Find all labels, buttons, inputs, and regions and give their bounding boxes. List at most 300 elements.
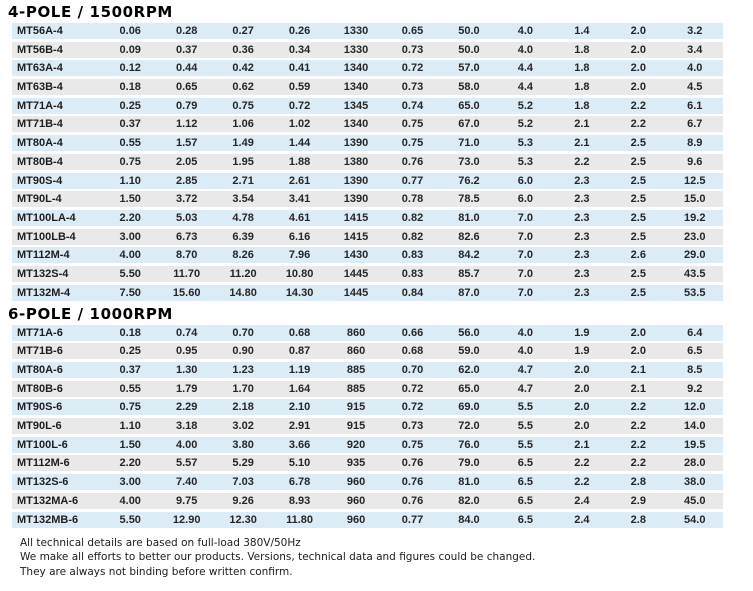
spec-value: 1.12 [175, 118, 198, 131]
spec-value: 0.44 [175, 62, 198, 75]
spec-value: 8.26 [232, 249, 254, 262]
spec-value: 58.0 [458, 81, 480, 94]
spec-value: 2.2 [630, 118, 646, 131]
model-name: MT56B-4 [17, 43, 63, 56]
spec-value: 11.20 [229, 267, 257, 280]
spec-value: 2.29 [175, 401, 198, 414]
spec-value: 4.00 [119, 249, 141, 262]
spec-value: 2.20 [119, 211, 141, 224]
spec-value: 0.77 [401, 174, 424, 187]
model-name: MT100LB-4 [17, 230, 76, 243]
spec-value: 72.0 [458, 420, 480, 433]
spec-value: 0.37 [175, 43, 198, 56]
table-row [12, 362, 723, 378]
table-row [12, 474, 723, 490]
spec-value: 4.0 [517, 345, 534, 358]
spec-value: 0.83 [401, 267, 424, 280]
spec-value: 0.65 [175, 81, 198, 94]
spec-value: 0.90 [232, 345, 254, 358]
spec-value: 4.7 [517, 364, 534, 376]
table-row [12, 23, 723, 39]
spec-value: 935 [346, 457, 366, 470]
spec-value: 0.82 [401, 230, 424, 243]
spec-value: 2.8 [630, 513, 646, 526]
spec-value: 0.28 [175, 25, 198, 37]
spec-value: 1430 [343, 249, 369, 262]
model-name: MT71B-6 [17, 345, 63, 358]
table-row [12, 512, 723, 528]
model-name: MT71B-4 [17, 118, 63, 131]
spec-table [12, 23, 723, 301]
spec-value: 79.0 [458, 457, 480, 470]
table-row [12, 455, 723, 471]
spec-value: 1330 [343, 25, 369, 37]
spec-value: 960 [346, 494, 366, 507]
spec-value: 2.91 [288, 420, 311, 433]
spec-value: 1.4 [574, 25, 590, 37]
spec-value: 2.0 [574, 401, 590, 414]
footnote-line-2: We make all efforts to better our products. Versions, technical data and figures could be changed. [20, 551, 536, 563]
spec-value: 6.5 [517, 457, 534, 470]
spec-value: 2.2 [630, 438, 646, 451]
table-row [12, 173, 723, 189]
spec-value: 1340 [343, 118, 369, 131]
spec-value: 14.30 [285, 286, 314, 299]
spec-value: 9.2 [687, 382, 703, 395]
spec-value: 0.75 [401, 137, 424, 150]
spec-value: 915 [346, 401, 366, 414]
spec-value: 885 [346, 382, 366, 395]
spec-value: 0.76 [401, 494, 424, 507]
spec-value: 5.03 [175, 211, 198, 224]
spec-value: 1.49 [232, 137, 254, 150]
spec-value: 6.5 [517, 513, 534, 526]
spec-value: 1.9 [574, 326, 590, 339]
spec-value: 38.0 [684, 476, 706, 489]
spec-value: 2.0 [630, 25, 646, 37]
spec-value: 8.9 [687, 137, 703, 150]
spec-value: 1.50 [119, 438, 141, 451]
spec-value: 1.64 [288, 382, 311, 395]
spec-value: 6.5 [517, 476, 534, 489]
spec-value: 14.0 [684, 420, 706, 433]
spec-value: 6.4 [687, 326, 703, 339]
spec-value: 2.05 [175, 155, 198, 168]
spec-value: 0.72 [288, 99, 311, 112]
model-name: MT132MB-6 [17, 513, 79, 526]
spec-value: 1.44 [288, 137, 311, 150]
spec-value: 0.75 [401, 438, 424, 451]
spec-value: 57.0 [458, 62, 480, 75]
spec-value: 2.9 [630, 494, 646, 507]
spec-value: 2.0 [574, 382, 590, 395]
model-name: MT112M-4 [17, 249, 70, 262]
spec-value: 0.75 [119, 401, 141, 414]
table-row [12, 399, 723, 415]
spec-value: 3.4 [687, 43, 703, 56]
spec-value: 5.50 [119, 267, 141, 280]
spec-value: 23.0 [684, 230, 706, 243]
spec-value: 2.0 [630, 43, 646, 56]
spec-value: 2.5 [630, 137, 646, 150]
model-name: MT80B-6 [17, 382, 63, 395]
spec-value: 53.5 [684, 286, 706, 299]
spec-value: 0.95 [175, 345, 198, 358]
spec-value: 2.0 [630, 81, 646, 94]
spec-value: 0.59 [288, 81, 311, 94]
spec-value: 2.2 [574, 155, 590, 168]
model-name: MT132S-4 [17, 267, 69, 280]
spec-value: 2.5 [630, 211, 646, 224]
spec-value: 15.0 [684, 193, 706, 206]
spec-value: 15.60 [172, 286, 201, 299]
spec-value: 2.8 [630, 476, 646, 489]
spec-value: 1.10 [119, 174, 141, 187]
table-row [12, 60, 723, 76]
spec-value: 43.5 [684, 267, 706, 280]
spec-value: 1345 [343, 99, 369, 112]
spec-value: 1415 [343, 230, 369, 243]
footnote-line-3: They are always not binding before written confirm. [20, 565, 293, 578]
model-name: MT132M-4 [17, 286, 71, 299]
table-row [12, 98, 723, 114]
spec-value: 0.74 [401, 99, 424, 112]
spec-value: 0.55 [119, 382, 141, 395]
spec-value: 45.0 [684, 494, 706, 507]
spec-value: 2.5 [630, 286, 646, 299]
table-row [12, 210, 723, 226]
spec-value: 19.5 [684, 438, 706, 451]
section-title: 4-POLE / 1500RPM [8, 3, 173, 21]
spec-value: 0.12 [119, 62, 141, 75]
table-row [12, 266, 723, 282]
spec-value: 2.0 [630, 326, 646, 339]
spec-value: 5.57 [175, 457, 198, 470]
spec-value: 85.7 [458, 267, 480, 280]
spec-value: 81.0 [458, 211, 480, 224]
spec-value: 0.62 [232, 81, 254, 94]
spec-value: 1.10 [119, 420, 141, 433]
spec-value: 3.66 [288, 438, 311, 451]
spec-value: 2.20 [119, 457, 141, 470]
spec-value: 5.2 [517, 118, 534, 131]
spec-value: 50.0 [458, 25, 480, 37]
spec-value: 2.2 [574, 457, 590, 470]
model-name: MT90S-4 [17, 174, 63, 187]
spec-value: 59.0 [458, 345, 480, 358]
spec-value: 2.3 [574, 193, 590, 206]
spec-value: 1.9 [574, 345, 590, 358]
table-row [12, 325, 723, 341]
model-name: MT71A-6 [17, 326, 63, 339]
spec-value: 7.40 [175, 476, 198, 489]
spec-value: 5.2 [517, 99, 534, 112]
spec-value: 2.0 [574, 364, 590, 376]
spec-value: 2.4 [574, 513, 590, 526]
spec-value: 65.0 [458, 382, 480, 395]
spec-value: 7.0 [517, 286, 534, 299]
spec-value: 12.5 [684, 174, 706, 187]
table-row [12, 116, 723, 132]
spec-value: 3.72 [175, 193, 198, 206]
spec-value: 4.4 [517, 62, 534, 75]
spec-value: 0.77 [401, 513, 424, 526]
spec-value: 2.61 [288, 174, 311, 187]
pole-section [0, 305, 753, 528]
spec-value: 2.1 [630, 382, 646, 395]
spec-value: 81.0 [458, 476, 480, 489]
model-name: MT112M-6 [17, 457, 70, 470]
spec-value: 0.36 [232, 43, 254, 56]
spec-value: 6.1 [687, 99, 703, 112]
spec-tables [0, 3, 753, 528]
spec-value: 2.2 [630, 457, 646, 470]
spec-value: 4.00 [119, 494, 141, 507]
spec-value: 11.80 [286, 513, 314, 526]
spec-value: 0.55 [119, 137, 141, 150]
spec-value: 1445 [343, 267, 369, 280]
spec-value: 0.42 [232, 62, 254, 75]
spec-value: 1380 [343, 155, 369, 168]
spec-value: 0.72 [401, 382, 424, 395]
spec-value: 7.03 [232, 476, 254, 489]
spec-value: 860 [346, 326, 366, 339]
pole-section [0, 3, 753, 301]
spec-table [12, 325, 723, 528]
spec-value: 1390 [343, 174, 369, 187]
spec-value: 920 [346, 438, 366, 451]
spec-value: 9.26 [232, 494, 254, 507]
spec-value: 4.4 [517, 81, 534, 94]
spec-value: 0.41 [288, 62, 311, 75]
spec-value: 0.76 [401, 155, 424, 168]
table-row [12, 437, 723, 453]
spec-value: 3.02 [232, 420, 254, 433]
spec-value: 9.75 [175, 494, 198, 507]
spec-value: 69.0 [458, 401, 480, 414]
spec-value: 5.3 [517, 155, 534, 168]
spec-value: 2.1 [574, 438, 590, 451]
spec-value: 2.0 [630, 62, 646, 75]
footnotes [20, 536, 753, 580]
spec-value: 0.76 [401, 457, 424, 470]
model-name: MT90L-6 [17, 420, 62, 433]
spec-value: 3.18 [175, 420, 198, 433]
spec-value: 12.30 [229, 513, 257, 526]
spec-value: 0.65 [401, 25, 424, 37]
spec-value: 2.2 [630, 99, 646, 112]
spec-value: 67.0 [458, 118, 480, 131]
spec-value: 2.85 [175, 174, 198, 187]
spec-value: 0.76 [401, 476, 424, 489]
model-name: MT100LA-4 [17, 211, 76, 224]
spec-value: 0.87 [288, 345, 311, 358]
spec-value: 2.4 [574, 494, 590, 507]
spec-value: 1.23 [232, 364, 254, 376]
spec-value: 0.66 [401, 326, 424, 339]
spec-value: 28.0 [684, 457, 706, 470]
model-name: MT63A-4 [17, 62, 63, 75]
spec-value: 4.0 [517, 25, 534, 37]
spec-value: 9.6 [687, 155, 703, 168]
spec-value: 0.82 [401, 211, 424, 224]
spec-value: 6.0 [517, 174, 534, 187]
spec-value: 2.5 [630, 174, 646, 187]
spec-value: 1.8 [574, 62, 590, 75]
table-row [12, 418, 723, 434]
spec-value: 0.78 [401, 193, 424, 206]
spec-value: 7.0 [517, 211, 534, 224]
spec-value: 2.71 [232, 174, 254, 187]
spec-value: 3.41 [288, 193, 311, 206]
spec-value: 1330 [343, 43, 369, 56]
spec-value: 1.88 [288, 155, 311, 168]
spec-value: 1.02 [288, 118, 311, 131]
spec-value: 0.83 [401, 249, 424, 262]
spec-value: 5.5 [517, 401, 534, 414]
spec-value: 0.70 [232, 326, 254, 339]
spec-value: 5.10 [288, 457, 311, 470]
spec-value: 19.2 [684, 211, 706, 224]
spec-value: 54.0 [684, 513, 706, 526]
spec-value: 1445 [343, 286, 369, 299]
spec-value: 11.70 [173, 267, 201, 280]
spec-value: 3.00 [119, 230, 141, 243]
spec-value: 6.16 [288, 230, 311, 243]
spec-value: 65.0 [458, 99, 480, 112]
model-name: MT80B-4 [17, 155, 63, 168]
table-row [12, 191, 723, 207]
spec-value: 2.1 [574, 118, 590, 131]
spec-value: 0.74 [175, 326, 198, 339]
spec-value: 1.06 [232, 118, 254, 131]
spec-value: 4.61 [288, 211, 311, 224]
model-name: MT71A-4 [17, 99, 63, 112]
spec-value: 5.5 [517, 420, 534, 433]
footnote-line-1: All technical details are based on full-load 380V/50Hz [20, 536, 301, 549]
table-row [12, 79, 723, 95]
spec-value: 0.72 [401, 401, 424, 414]
spec-value: 2.18 [232, 401, 254, 414]
table-row [12, 135, 723, 151]
spec-value: 3.00 [119, 476, 141, 489]
spec-value: 0.73 [401, 43, 424, 56]
spec-value: 50.0 [458, 43, 480, 56]
table-row [12, 493, 723, 509]
spec-value: 960 [346, 476, 366, 489]
model-name: MT80A-6 [17, 364, 63, 376]
spec-value: 2.5 [630, 193, 646, 206]
spec-value: 1.79 [175, 382, 198, 395]
table-row [12, 285, 723, 301]
spec-value: 6.39 [232, 230, 254, 243]
model-name: MT90S-6 [17, 401, 63, 414]
spec-value: 0.18 [119, 81, 141, 94]
spec-value: 0.18 [119, 326, 141, 339]
spec-value: 0.73 [401, 420, 424, 433]
spec-value: 0.75 [119, 155, 141, 168]
spec-value: 4.78 [232, 211, 254, 224]
spec-value: 3.54 [232, 193, 254, 206]
spec-value: 6.5 [517, 494, 534, 507]
table-row [12, 154, 723, 170]
table-row [12, 229, 723, 245]
spec-value: 8.5 [687, 364, 703, 376]
table-row [12, 381, 723, 397]
spec-value: 2.3 [574, 230, 590, 243]
table-row [12, 247, 723, 263]
spec-value: 0.73 [401, 81, 424, 94]
spec-value: 84.2 [458, 249, 480, 262]
spec-value: 0.25 [119, 345, 141, 358]
spec-value: 7.0 [517, 267, 534, 280]
spec-value: 0.75 [232, 99, 254, 112]
spec-value: 5.29 [232, 457, 254, 470]
spec-value: 0.72 [401, 62, 424, 75]
spec-value: 0.34 [288, 43, 311, 56]
spec-value: 71.0 [458, 137, 480, 150]
spec-value: 0.25 [119, 99, 141, 112]
spec-value: 7.0 [517, 249, 534, 262]
spec-value: 14.80 [229, 286, 257, 299]
spec-value: 2.10 [288, 401, 311, 414]
spec-value: 2.5 [630, 155, 646, 168]
table-row [12, 42, 723, 58]
spec-value: 885 [346, 364, 366, 376]
spec-value: 1.70 [232, 382, 254, 395]
spec-value: 4.0 [517, 326, 534, 339]
spec-value: 1.95 [232, 155, 254, 168]
spec-value: 1.57 [175, 137, 198, 150]
spec-value: 8.93 [288, 494, 311, 507]
spec-value: 2.3 [574, 286, 590, 299]
spec-value: 2.1 [630, 364, 646, 376]
spec-value: 0.06 [119, 25, 141, 37]
model-name: MT56A-4 [17, 25, 63, 37]
spec-value: 0.84 [401, 286, 424, 299]
spec-value: 2.2 [630, 401, 646, 414]
spec-value: 0.68 [401, 345, 424, 358]
spec-value: 960 [346, 513, 366, 526]
spec-value: 8.70 [175, 249, 198, 262]
spec-value: 0.27 [232, 25, 254, 37]
spec-value: 1.8 [574, 81, 590, 94]
spec-value: 0.79 [175, 99, 198, 112]
spec-value: 0.26 [288, 25, 311, 37]
spec-value: 1390 [343, 137, 369, 150]
spec-value: 3.80 [232, 438, 254, 451]
spec-value: 2.5 [630, 267, 646, 280]
spec-value: 860 [346, 345, 366, 358]
spec-value: 4.5 [687, 81, 703, 94]
spec-value: 6.7 [687, 118, 703, 131]
spec-value: 2.2 [630, 420, 646, 433]
spec-value: 12.90 [172, 513, 201, 526]
spec-value: 2.2 [574, 476, 590, 489]
spec-value: 6.73 [175, 230, 198, 243]
spec-value: 29.0 [684, 249, 706, 262]
spec-value: 1340 [343, 81, 369, 94]
spec-value: 2.3 [574, 174, 590, 187]
spec-value: 10.80 [285, 267, 314, 280]
spec-value: 5.5 [517, 438, 534, 451]
spec-value: 7.0 [517, 230, 534, 243]
spec-value: 1390 [343, 193, 369, 206]
spec-value: 5.3 [517, 137, 534, 150]
spec-value: 6.0 [517, 193, 534, 206]
section-title: 6-POLE / 1000RPM [8, 304, 173, 323]
spec-value: 1.8 [574, 99, 590, 112]
